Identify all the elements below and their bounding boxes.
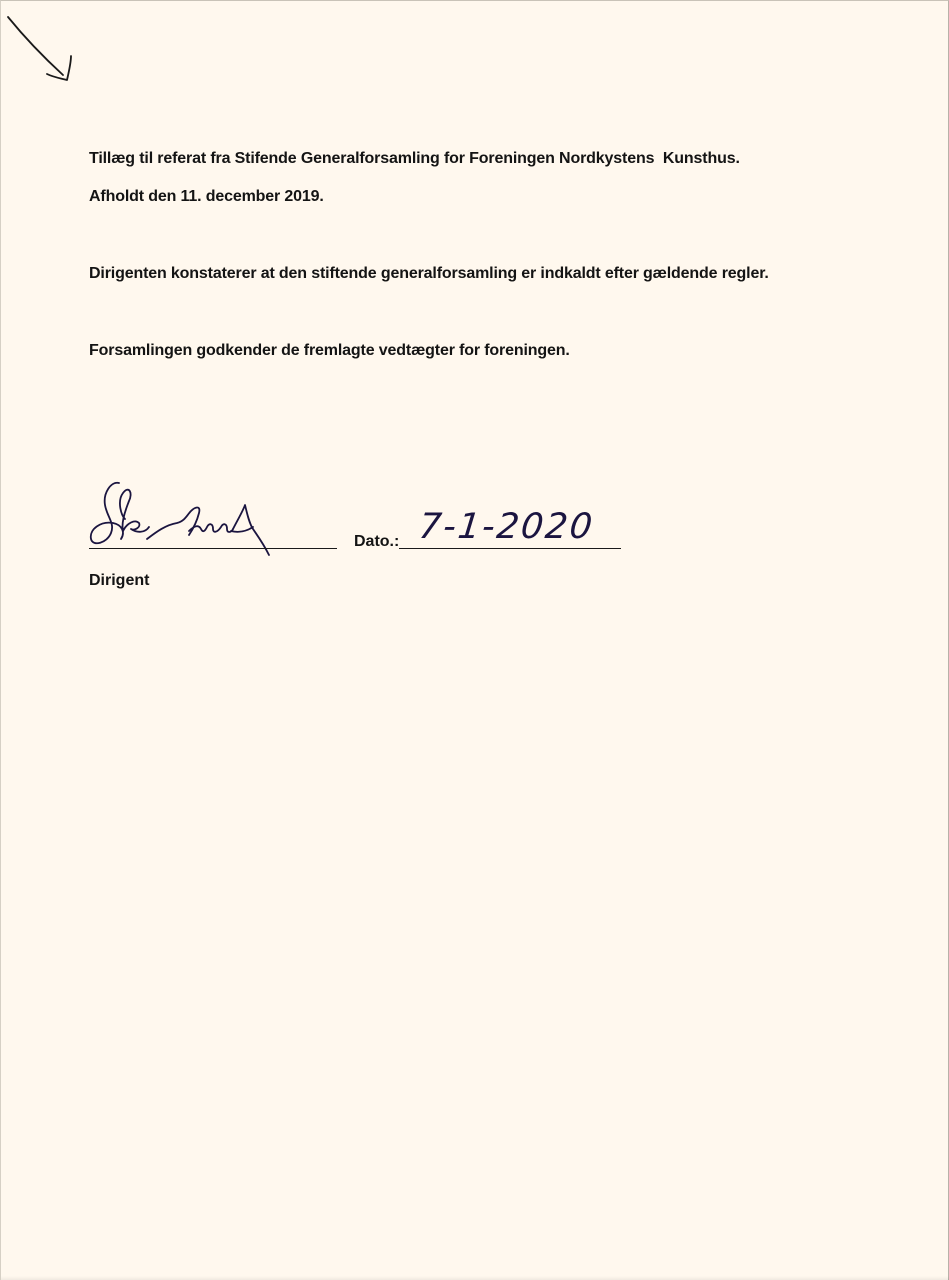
paragraph-convened: Dirigenten konstaterer at den stiftende generalforsamling er indkaldt efter gældende regler. <box>89 265 769 282</box>
paragraph-meeting-date: Afholdt den 11. december 2019. <box>89 188 324 205</box>
paragraph-title: Tillæg til referat fra Stifende Generalforsamling for Foreningen Nordkystens Kunsthus. <box>89 150 740 167</box>
role-label: Dirigent <box>89 572 150 589</box>
signature-line <box>89 548 337 549</box>
paragraph-approval: Forsamlingen godkender de fremlagte vedtægter for foreningen. <box>89 342 570 359</box>
date-line <box>399 548 621 549</box>
page-edge-shadow <box>1 1276 949 1280</box>
date-label: Dato.: <box>354 533 400 550</box>
arrow-down-right-icon <box>1 1 91 91</box>
handwritten-date: 7-1-2020 <box>416 507 596 547</box>
